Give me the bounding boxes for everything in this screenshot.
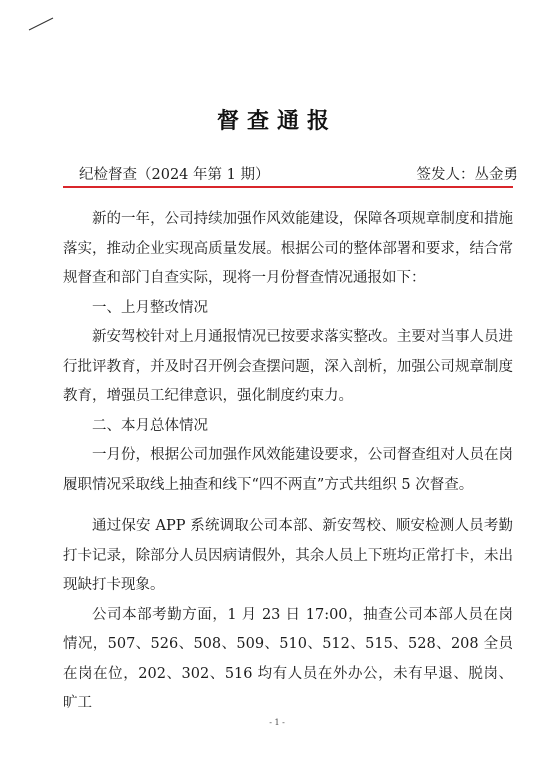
document-title: 督查通报	[216, 109, 337, 134]
signer-name: 签发人：丛金勇	[416, 167, 518, 183]
document-body	[63, 205, 513, 719]
section-heading-1: 一、上月整改情况	[92, 299, 208, 316]
section-2-paragraph-1: 一月份，根据公司加强作风效能建设要求，公司督查组对人员在岗履职情况采取线上抽查和线下“四不两直”方式共组织 5 次督查。	[63, 447, 513, 493]
red-header-rule	[63, 186, 513, 188]
section-2-paragraph-2: 通过保安 APP 系统调取公司本部、新安驾校、顺安检测人员考勤打卡记录，除部分人员因病请假外，其余人员上下班均正常打卡，未出现缺打卡现象。	[63, 518, 513, 593]
intro-paragraph: 新的一年，公司持续加强作风效能建设，保障各项规章制度和措施落实，推动企业实现高质量发展。根据公司的整体部署和要求，结合常规督查和部门自查实际，现将一月份督查情况通报如下：	[63, 211, 513, 286]
section-1-paragraph: 新安驾校针对上月通报情况已按要求落实整改。主要对当事人员进行批评教育，并及时召开例会查摆问题，深入剖析，加强公司规章制度教育，增强员工纪律意识，强化制度约束力。	[63, 329, 513, 404]
page-number: - 1 -	[269, 718, 285, 727]
section-heading-2: 二、本月总体情况	[92, 417, 208, 434]
pen-stroke-mark	[28, 16, 54, 32]
section-2-paragraph-3: 公司本部考勤方面，1 月 23 日 17:00，抽查公司本部人员在岗情况，507、526、508、509、510、512、515、528、208 全员在岗在位，202、302、516 均有人员在外办公，未有早退、脱岗、旷工	[63, 606, 513, 711]
issue-number: 纪检督查（2024 年第 1 期）	[79, 167, 270, 183]
